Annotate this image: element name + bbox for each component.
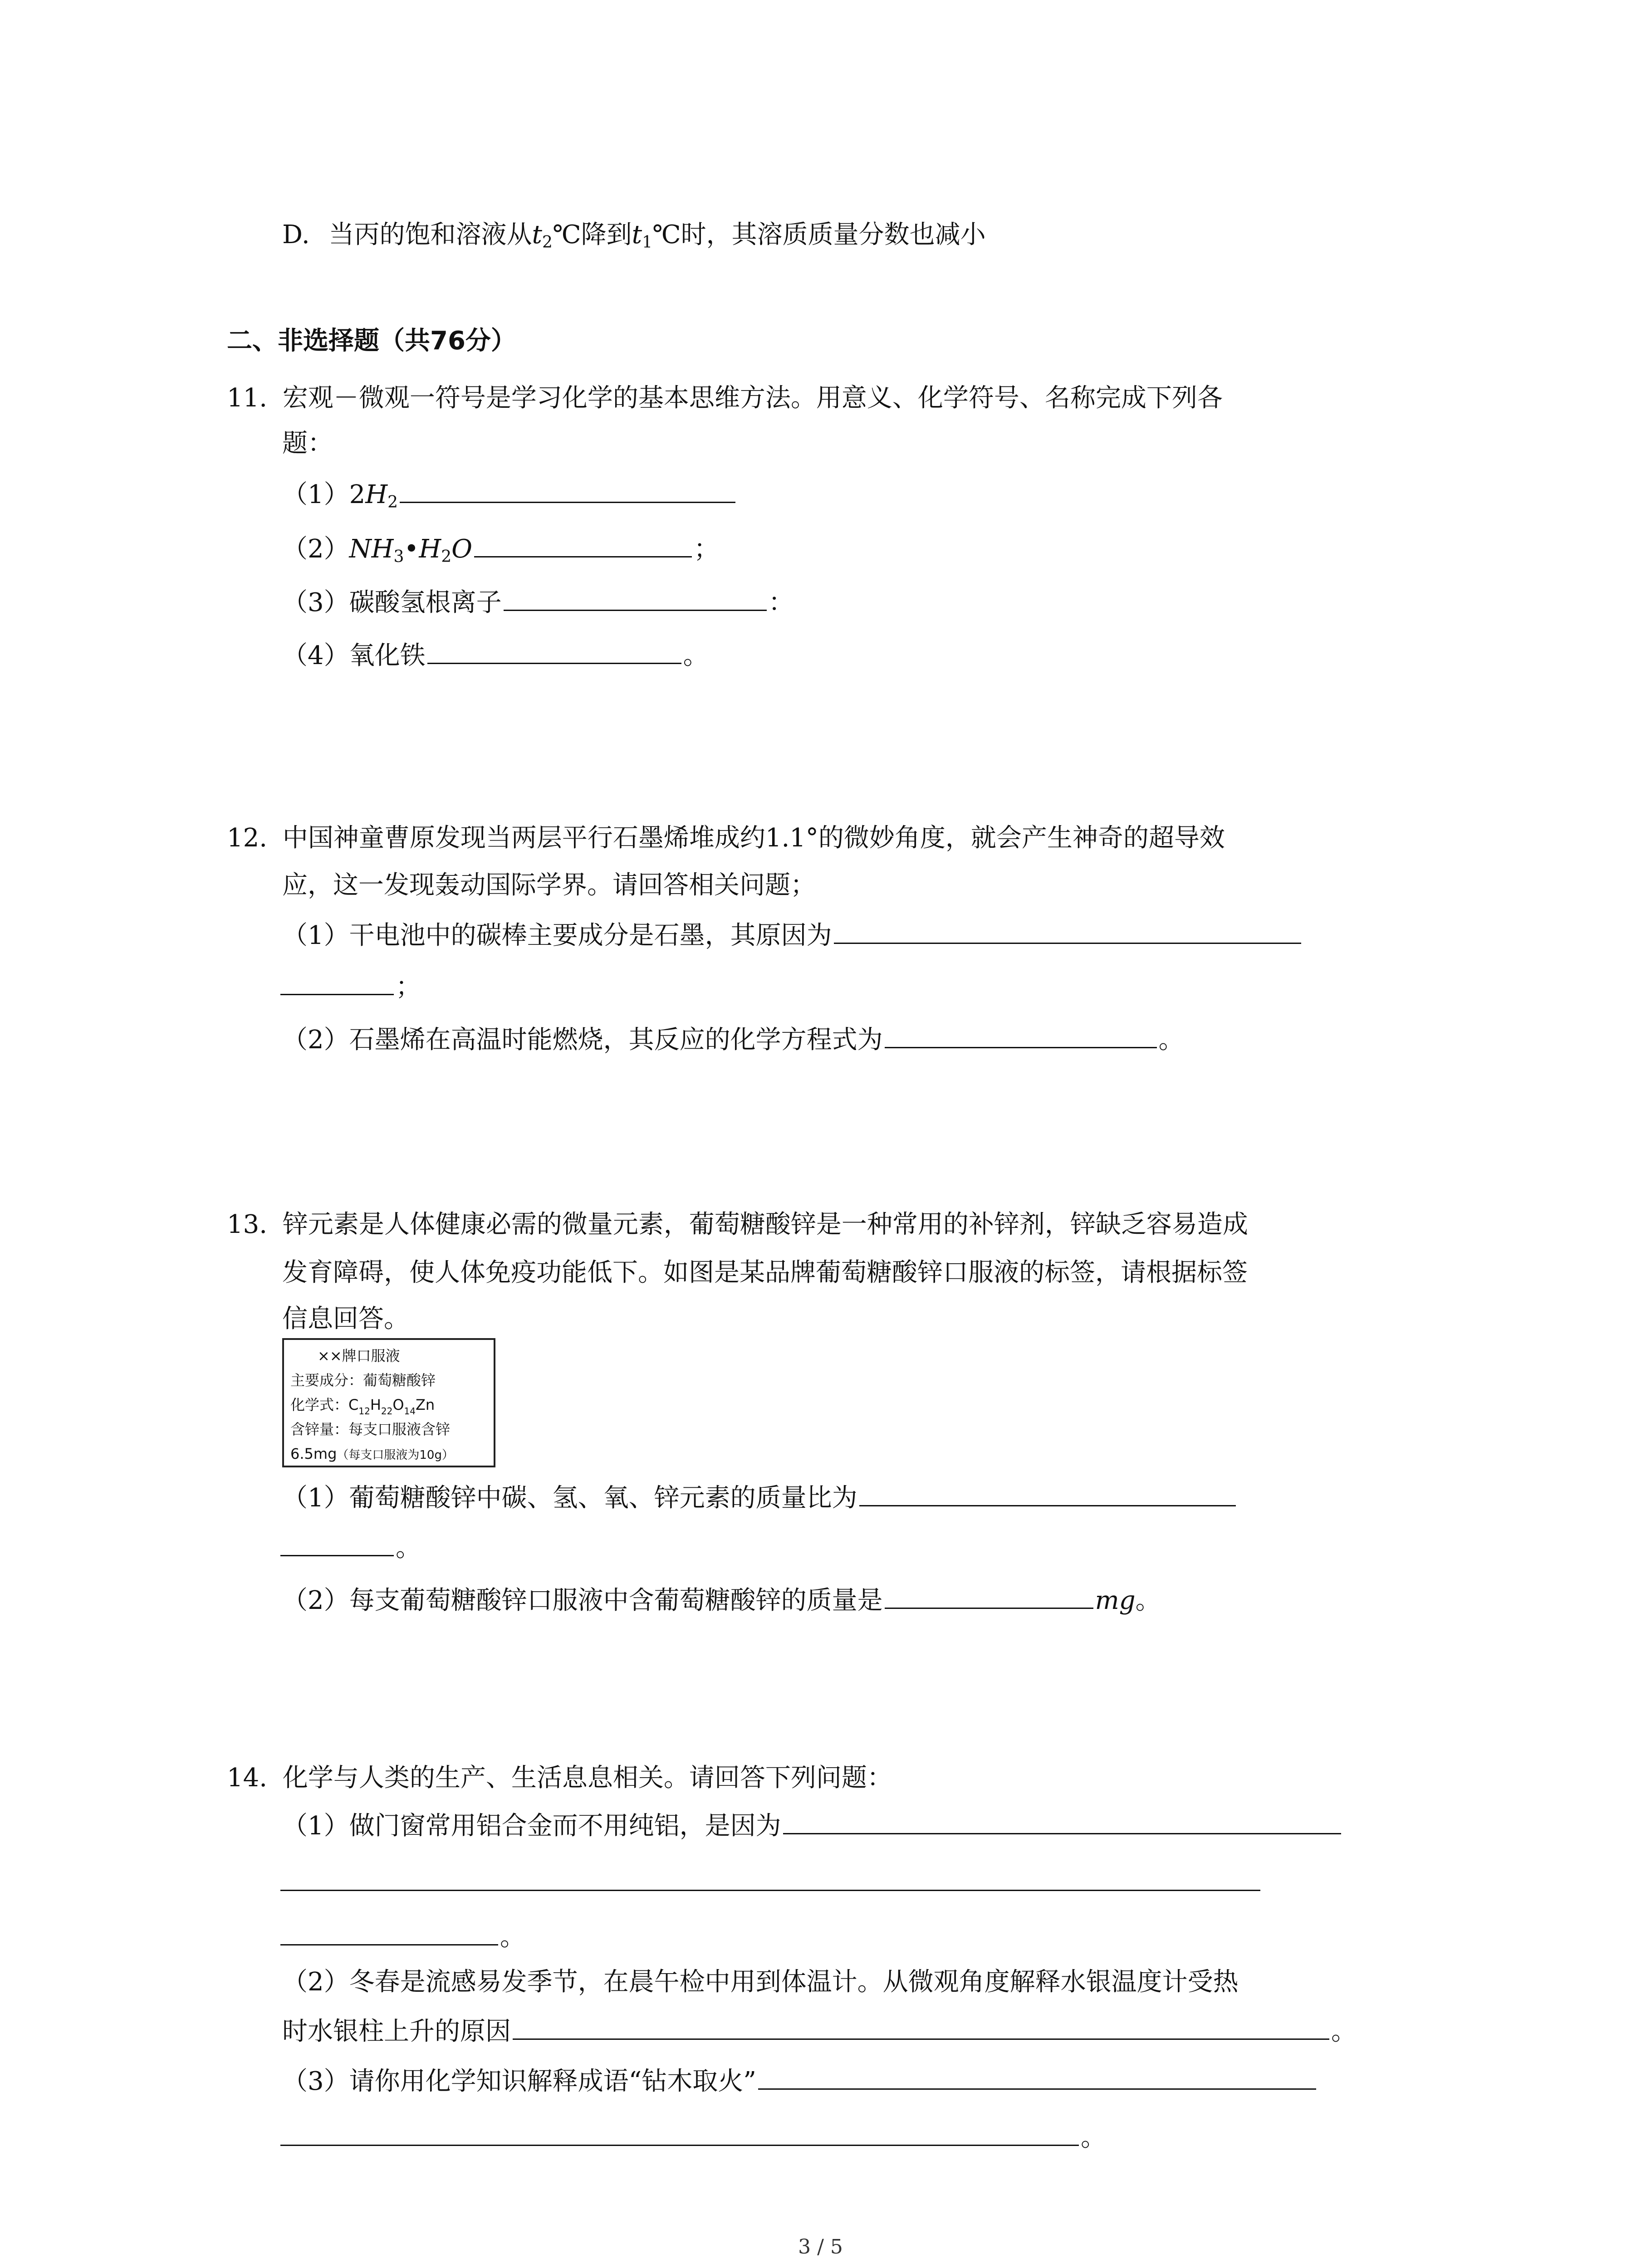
answer-blank[interactable] xyxy=(474,531,692,557)
answer-blank-cont[interactable] xyxy=(280,1919,498,1945)
part-label: （3） xyxy=(282,2067,349,2096)
q14-part1-cont1 xyxy=(280,1864,1262,1901)
q12-stem-line1 xyxy=(227,820,1225,856)
answer-blank-cont[interactable] xyxy=(280,968,394,995)
answer-blank[interactable] xyxy=(885,1582,1093,1609)
part-text-cont: 时水银柱上升的原因 xyxy=(282,2017,511,2046)
part-label: （4） xyxy=(282,641,349,670)
part-label: （2） xyxy=(282,1967,349,1997)
q12-part1 xyxy=(282,917,1303,954)
formula-element: H xyxy=(365,480,388,509)
q11-part3 xyxy=(282,584,794,621)
q13-part2 xyxy=(282,1582,1161,1619)
part-end: 。 xyxy=(1158,1025,1184,1055)
label-dose: 6.5mg（每支口服液为10g） xyxy=(290,1445,454,1462)
t2-symbol: t xyxy=(532,220,543,249)
unit-mg: mg xyxy=(1095,1586,1136,1615)
part-text: 石墨烯在高温时能燃烧，其反应的化学方程式为 xyxy=(349,1025,883,1055)
part-end: ； xyxy=(694,534,720,564)
part-label: （1） xyxy=(282,921,349,950)
q11-stem-line2: 题： xyxy=(282,429,333,458)
part-end: 。 xyxy=(396,1533,421,1563)
formula-o: O xyxy=(451,534,473,564)
answer-blank[interactable] xyxy=(504,584,767,611)
q12-part1-cont xyxy=(280,968,421,1005)
question-text: 中国神童曹原发现当两层平行石墨烯堆成约1.1°的微妙角度，就会产生神奇的超导效 xyxy=(282,823,1225,853)
part-text: 氧化铁 xyxy=(349,641,426,670)
q11-part2 xyxy=(282,531,719,567)
answer-blank[interactable] xyxy=(834,917,1301,944)
option-text-c: ℃时，其溶质质量分数也减小 xyxy=(652,220,986,249)
part-end: 。 xyxy=(1331,2017,1357,2046)
q14-part1-cont2 xyxy=(280,1919,525,1955)
part-end: 。 xyxy=(683,641,709,670)
t2-subscript: 2 xyxy=(542,233,553,252)
page-number: 3 / 5 xyxy=(798,2235,843,2258)
t1-subscript: 1 xyxy=(642,233,653,252)
part-text: 碳酸氢根离子 xyxy=(349,588,502,617)
part-end: 。 xyxy=(1081,2123,1106,2152)
product-label-image xyxy=(282,1338,495,1467)
q12-part2 xyxy=(282,1022,1184,1058)
option-text-b: ℃降到 xyxy=(552,220,632,249)
q14-part2-line1 xyxy=(282,1964,1239,2000)
formula-h-sub: 2 xyxy=(441,547,452,566)
part-label: （2） xyxy=(282,1586,349,1615)
question-number: 14. xyxy=(227,1763,268,1793)
part-text: 葡萄糖酸锌中碳、氢、氧、锌元素的质量比为 xyxy=(349,1483,857,1513)
part-end: 。 xyxy=(500,1922,525,1952)
formula-subscript: 2 xyxy=(387,493,398,512)
question-number: 12. xyxy=(227,823,268,853)
formula-coefficient: 2 xyxy=(349,480,366,509)
answer-blank-cont[interactable] xyxy=(280,1864,1260,1891)
answer-blank[interactable] xyxy=(513,2013,1329,2040)
option-label: D. xyxy=(282,220,310,249)
q13-part1-cont xyxy=(280,1530,421,1566)
question-number: 11. xyxy=(227,383,268,413)
part-label: （1） xyxy=(282,1811,349,1841)
part-end: ； xyxy=(396,972,421,1002)
q10-option-d xyxy=(282,217,986,253)
q14-part3 xyxy=(282,2063,1318,2100)
answer-blank[interactable] xyxy=(885,1022,1157,1048)
question-text: 宏观－微观一符号是学习化学的基本思维方法。用意义、化学符号、名称完成下列各 xyxy=(282,383,1223,413)
q11-part4 xyxy=(282,637,709,674)
q13-stem-line3: 信息回答。 xyxy=(282,1304,409,1334)
part-text: 每支葡萄糖酸锌口服液中含葡萄糖酸锌的质量是 xyxy=(349,1586,883,1615)
q14-part3-cont xyxy=(280,2119,1106,2156)
section-title: 二、非选择题（共76分） xyxy=(227,326,516,356)
part-label: （2） xyxy=(282,534,349,564)
formula-h: H xyxy=(419,534,441,564)
question-text: 锌元素是人体健康必需的微量元素，葡萄糖酸锌是一种常用的补锌剂，锌缺乏容易造成 xyxy=(282,1210,1248,1239)
option-text-a: 当丙的饱和溶液从 xyxy=(328,220,532,249)
part-text: 干电池中的碳棒主要成分是石墨，其原因为 xyxy=(349,921,832,950)
q13-stem-line2: 发育障碍，使人体免疫功能低下。如图是某品牌葡萄糖酸锌口服液的标签，请根据标签 xyxy=(282,1258,1248,1287)
question-number: 13. xyxy=(227,1210,268,1239)
answer-blank[interactable] xyxy=(427,637,681,664)
q11-stem-line1 xyxy=(227,380,1223,416)
label-formula: 化学式：$C_{12}H_{22}O_{14}Zn$ xyxy=(290,1396,435,1417)
answer-blank[interactable] xyxy=(400,476,735,503)
label-ingredient: 主要成分：葡萄糖酸锌 xyxy=(290,1372,436,1389)
q11-part1 xyxy=(282,476,737,513)
part-text: 做门窗常用铝合金而不用纯铝，是因为 xyxy=(349,1811,781,1841)
answer-blank[interactable] xyxy=(859,1480,1236,1506)
q12-stem-line2: 应，这一发现轰动国际学界。请回答相关问题； xyxy=(282,870,816,900)
t1-symbol: t xyxy=(632,220,642,249)
answer-blank-cont[interactable] xyxy=(280,1530,394,1556)
part-label: （3） xyxy=(282,588,349,617)
part-label: （1） xyxy=(282,480,349,509)
q14-stem xyxy=(227,1760,892,1796)
answer-blank[interactable] xyxy=(783,1808,1341,1834)
formula-dot: • xyxy=(404,534,419,564)
label-zinc-content: 含锌量：每支口服液含锌 xyxy=(290,1421,451,1438)
answer-blank[interactable] xyxy=(758,2063,1316,2090)
q13-part1 xyxy=(282,1480,1238,1516)
q14-part2-line2 xyxy=(282,2013,1357,2050)
formula-nh: NH xyxy=(349,534,394,564)
part-end: 。 xyxy=(1135,1586,1161,1615)
q14-part1 xyxy=(282,1808,1343,1844)
part-label: （1） xyxy=(282,1483,349,1513)
answer-blank-cont[interactable] xyxy=(280,2119,1079,2146)
part-end: ： xyxy=(768,588,794,617)
part-text: 冬春是流感易发季节，在晨午检中用到体温计。从微观角度解释水银温度计受热 xyxy=(349,1967,1239,1997)
part-text: 请你用化学知识解释成语“钻木取火” xyxy=(349,2067,756,2096)
label-title: ××牌口服液 xyxy=(318,1347,400,1364)
question-text: 化学与人类的生产、生活息息相关。请回答下列问题： xyxy=(282,1763,892,1793)
formula-nh-sub: 3 xyxy=(393,547,404,566)
q13-stem-line1 xyxy=(227,1207,1248,1243)
part-label: （2） xyxy=(282,1025,349,1055)
